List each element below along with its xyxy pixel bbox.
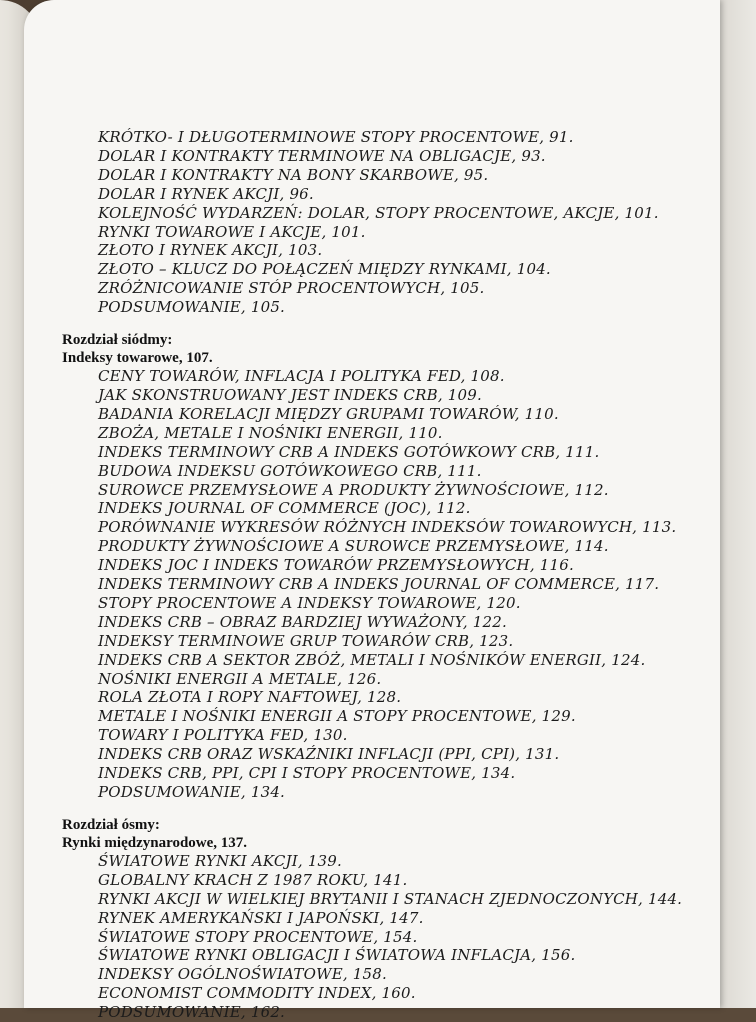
toc-entry: ZRÓŻNICOWANIE STÓP PROCENTOWYCH, 105.	[98, 279, 485, 298]
toc-entry: PODSUMOWANIE, 162.	[98, 1003, 286, 1022]
chapter-label: Rozdział siódmy:	[62, 332, 173, 349]
toc-entry: METALE I NOŚNIKI ENERGII A STOPY PROCENTOWE, 129.	[98, 707, 576, 726]
toc-entry: PRODUKTY ŻYWNOŚCIOWE A SUROWCE PRZEMYSŁOWE, 114.	[98, 537, 609, 556]
toc-entry: INDEKS CRB A SEKTOR ZBÓŻ, METALI I NOŚNIKÓW ENERGII, 124.	[98, 650, 646, 669]
toc-entry: INDEKS CRB – OBRAZ BARDZIEJ WYWAŻONY, 122.	[98, 612, 507, 631]
chapter-section	[62, 816, 712, 1022]
toc-entry: INDEKS CRB ORAZ WSKAŹNIKI INFLACJI (PPI, CPI), 131.	[98, 745, 560, 764]
chapter-title: Rynki międzynarodowe, 137.	[62, 834, 248, 851]
toc-entry: INDEKS JOC I INDEKS TOWARÓW PRZEMYSŁOWYCH, 116.	[98, 556, 574, 575]
toc-entry: ZŁOTO I RYNEK AKCJI, 103.	[98, 241, 323, 260]
toc-entry: SUROWCE PRZEMYSŁOWE A PRODUKTY ŻYWNOŚCIOWE, 112.	[98, 480, 609, 499]
toc-entry: ŚWIATOWE STOPY PROCENTOWE, 154.	[98, 927, 418, 946]
toc-entry: GLOBALNY KRACH Z 1987 ROKU, 141.	[98, 870, 408, 889]
toc-entry: BUDOWA INDEKSU GOTÓWKOWEGO CRB, 111.	[98, 461, 482, 480]
toc-entry: ŚWIATOWE RYNKI AKCJI, 139.	[98, 851, 343, 870]
toc-entry: PODSUMOWANIE, 134.	[98, 783, 286, 801]
toc-entry: RYNKI TOWAROWE I AKCJE, 101.	[98, 222, 366, 241]
chapters	[62, 331, 712, 1022]
toc-entry: INDEKSY OGÓLNOŚWIATOWE, 158.	[98, 965, 387, 984]
chapter-label: Rozdział ósmy:	[62, 816, 160, 833]
toc-entry: DOLAR I RYNEK AKCJI, 96.	[98, 184, 314, 203]
toc-entry: INDEKSY TERMINOWE GRUP TOWARÓW CRB, 123.	[98, 631, 514, 650]
table-of-contents	[62, 128, 712, 1022]
book-page	[24, 0, 720, 1022]
toc-entry: ŚWIATOWE RYNKI OBLIGACJI I ŚWIATOWA INFLACJA, 156.	[98, 946, 576, 965]
toc-entry: BADANIA KORELACJI MIĘDZY GRUPAMI TOWARÓW, 110.	[98, 404, 559, 423]
chapter-title: Indeksy towarowe, 107.	[62, 350, 213, 367]
toc-entry: RYNKI AKCJI W WIELKIEJ BRYTANII I STANACH ZJEDNOCZONYCH, 144.	[98, 889, 683, 908]
toc-entry: NOŚNIKI ENERGII A METALE, 126.	[98, 669, 382, 688]
toc-entry: TOWARY I POLITYKA FED, 130.	[98, 726, 348, 745]
toc-entry: JAK SKONSTRUOWANY JEST INDEKS CRB, 109.	[98, 385, 482, 404]
toc-entry: RYNEK AMERYKAŃSKI I JAPOŃSKI, 147.	[98, 908, 424, 927]
toc-entry: INDEKS CRB, PPI, CPI I STOPY PROCENTOWE, 134.	[98, 764, 516, 783]
toc-entry: KRÓTKO- I DŁUGOTERMINOWE STOPY PROCENTOWE, 91.	[98, 128, 574, 146]
toc-entry: ZBOŻA, METALE I NOŚNIKI ENERGII, 110.	[98, 423, 443, 442]
chapter-section	[62, 331, 712, 802]
toc-entry: PODSUMOWANIE, 105.	[98, 298, 286, 317]
toc-entry: STOPY PROCENTOWE A INDEKSY TOWAROWE, 120.	[98, 593, 521, 612]
toc-entry: PORÓWNANIE WYKRESÓW RÓŻNYCH INDEKSÓW TOWAROWYCH, 113.	[98, 518, 677, 537]
toc-entry: DOLAR I KONTRAKTY NA BONY SKARBOWE, 95.	[98, 165, 489, 184]
toc-entry: KOLEJNOŚĆ WYDARZEŃ: DOLAR, STOPY PROCENTOWE, AKCJE, 101.	[98, 203, 659, 222]
toc-entry: CENY TOWARÓW, INFLACJA I POLITYKA FED, 108.	[98, 367, 505, 386]
toc-entry: INDEKS TERMINOWY CRB A INDEKS JOURNAL OF COMMERCE, 117.	[98, 575, 660, 594]
toc-entry: ECONOMIST COMMODITY INDEX, 160.	[98, 984, 416, 1003]
toc-entry: INDEKS TERMINOWY CRB A INDEKS GOTÓWKOWY CRB, 111.	[98, 442, 600, 461]
toc-entry: INDEKS JOURNAL OF COMMERCE (JOC), 112.	[98, 499, 471, 518]
toc-entry: ZŁOTO – KLUCZ DO POŁĄCZEŃ MIĘDZY RYNKAMI, 104.	[98, 260, 551, 279]
toc-entry: DOLAR I KONTRAKTY TERMINOWE NA OBLIGACJE, 93.	[98, 146, 546, 165]
intro-entries	[62, 128, 712, 317]
toc-entry: ROLA ZŁOTA I ROPY NAFTOWEJ, 128.	[98, 688, 402, 707]
